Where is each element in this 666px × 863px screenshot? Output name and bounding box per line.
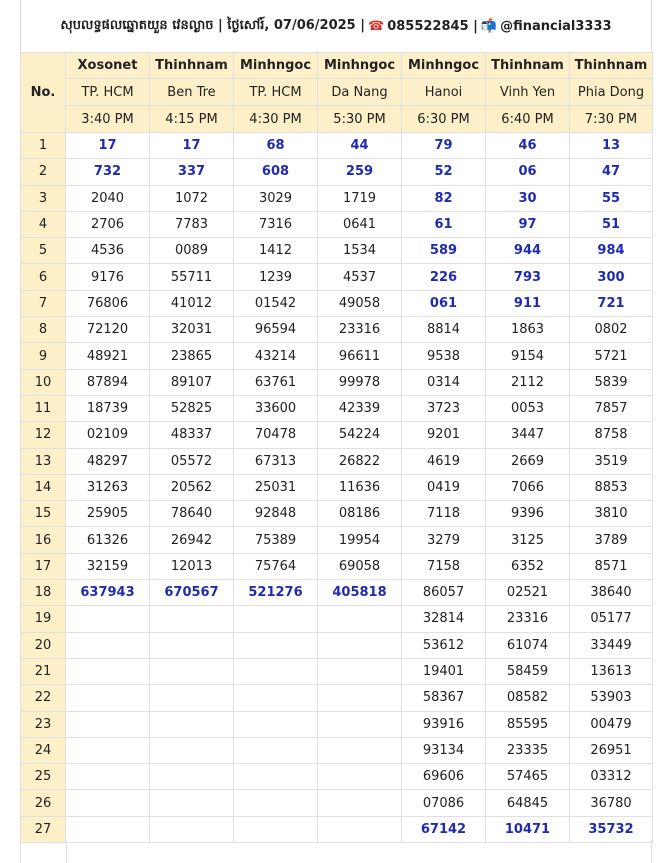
- result-cell: 3519: [570, 448, 653, 474]
- result-cell: 0314: [402, 369, 486, 395]
- result-cell: 99978: [318, 369, 402, 395]
- result-cell: 732: [66, 159, 150, 185]
- result-cell: 96611: [318, 343, 402, 369]
- result-cell: 82: [402, 185, 486, 211]
- result-cell: 23316: [318, 317, 402, 343]
- result-cell: [318, 658, 402, 684]
- result-cell: 9538: [402, 343, 486, 369]
- result-cell: 17: [150, 133, 234, 159]
- result-cell: [150, 816, 234, 842]
- column-header-place: Hanoi: [402, 79, 486, 106]
- result-cell: [66, 658, 150, 684]
- result-cell: 2112: [486, 369, 570, 395]
- row-number: 25: [21, 764, 66, 790]
- result-cell: 670567: [150, 580, 234, 606]
- result-cell: 061: [402, 290, 486, 316]
- result-cell: 52: [402, 159, 486, 185]
- result-cell: 48297: [66, 448, 150, 474]
- result-cell: [66, 606, 150, 632]
- result-cell: 0641: [318, 211, 402, 237]
- result-cell: 8571: [570, 553, 653, 579]
- result-cell: 1863: [486, 317, 570, 343]
- row-number: 6: [21, 264, 66, 290]
- result-cell: 20562: [150, 474, 234, 500]
- result-cell: 75389: [234, 527, 318, 553]
- result-cell: 67142: [402, 816, 486, 842]
- result-cell: 01542: [234, 290, 318, 316]
- result-cell: [150, 737, 234, 763]
- result-cell: 19954: [318, 527, 402, 553]
- row-number: 24: [21, 737, 66, 763]
- column-header-source: Xosonet: [66, 53, 150, 79]
- result-cell: 69058: [318, 553, 402, 579]
- result-cell: 300: [570, 264, 653, 290]
- result-cell: 23865: [150, 343, 234, 369]
- result-cell: 93134: [402, 737, 486, 763]
- result-cell: 32814: [402, 606, 486, 632]
- table-row: [21, 606, 653, 632]
- result-cell: 337: [150, 159, 234, 185]
- result-cell: [318, 632, 402, 658]
- result-cell: 05572: [150, 448, 234, 474]
- result-cell: 18739: [66, 395, 150, 421]
- row-number: 14: [21, 474, 66, 500]
- result-cell: 49058: [318, 290, 402, 316]
- result-cell: 19401: [402, 658, 486, 684]
- result-cell: 3723: [402, 395, 486, 421]
- row-number: 5: [21, 238, 66, 264]
- table-row: [21, 185, 653, 211]
- table-row: [21, 816, 653, 842]
- result-cell: 13: [570, 133, 653, 159]
- row-number: 3: [21, 185, 66, 211]
- mailbox-icon: 📬: [480, 18, 498, 34]
- result-cell: 17: [66, 133, 150, 159]
- result-cell: 58367: [402, 685, 486, 711]
- result-cell: 1719: [318, 185, 402, 211]
- result-cell: 3447: [486, 422, 570, 448]
- result-cell: 11636: [318, 474, 402, 500]
- column-header-place: Da Nang: [318, 79, 402, 106]
- result-cell: 4536: [66, 238, 150, 264]
- result-cell: 00479: [570, 711, 653, 737]
- result-cell: [234, 685, 318, 711]
- column-header-time: 7:30 PM: [570, 106, 653, 133]
- result-cell: 0802: [570, 317, 653, 343]
- column-header-time: 4:15 PM: [150, 106, 234, 133]
- table-row: [21, 369, 653, 395]
- result-cell: 52825: [150, 395, 234, 421]
- result-cell: 608: [234, 159, 318, 185]
- column-header-time: 6:30 PM: [402, 106, 486, 133]
- result-cell: 7118: [402, 501, 486, 527]
- result-cell: 1534: [318, 238, 402, 264]
- result-cell: [318, 816, 402, 842]
- result-cell: 911: [486, 290, 570, 316]
- page-title: [20, 0, 652, 52]
- result-cell: 405818: [318, 580, 402, 606]
- result-cell: 7316: [234, 211, 318, 237]
- result-cell: 0419: [402, 474, 486, 500]
- result-cell: [66, 764, 150, 790]
- result-cell: 89107: [150, 369, 234, 395]
- result-cell: 721: [570, 290, 653, 316]
- table-row: [21, 422, 653, 448]
- result-cell: [318, 606, 402, 632]
- result-cell: 521276: [234, 580, 318, 606]
- result-cell: 69606: [402, 764, 486, 790]
- row-number: 1: [21, 133, 66, 159]
- result-cell: 43214: [234, 343, 318, 369]
- table-row: [21, 737, 653, 763]
- column-header-source: Minhngoc: [234, 53, 318, 79]
- result-cell: 944: [486, 238, 570, 264]
- result-cell: 0089: [150, 238, 234, 264]
- result-cell: [150, 658, 234, 684]
- result-cell: [234, 737, 318, 763]
- result-cell: 259: [318, 159, 402, 185]
- result-cell: 07086: [402, 790, 486, 816]
- result-cell: 08582: [486, 685, 570, 711]
- table-row: [21, 317, 653, 343]
- table-row: [21, 501, 653, 527]
- result-cell: [66, 790, 150, 816]
- result-cell: 3789: [570, 527, 653, 553]
- result-cell: 96594: [234, 317, 318, 343]
- result-cell: [234, 790, 318, 816]
- result-cell: 13613: [570, 658, 653, 684]
- row-number: 19: [21, 606, 66, 632]
- result-cell: 9201: [402, 422, 486, 448]
- result-cell: 5839: [570, 369, 653, 395]
- table-row: [21, 159, 653, 185]
- result-cell: 6352: [486, 553, 570, 579]
- result-cell: 58459: [486, 658, 570, 684]
- row-number: 7: [21, 290, 66, 316]
- result-cell: 97: [486, 211, 570, 237]
- column-header-time: 5:30 PM: [318, 106, 402, 133]
- row-number: 15: [21, 501, 66, 527]
- result-cell: 53612: [402, 632, 486, 658]
- result-cell: 72120: [66, 317, 150, 343]
- column-header-place: Vinh Yen: [486, 79, 570, 106]
- column-header-place: Ben Tre: [150, 79, 234, 106]
- result-cell: 793: [486, 264, 570, 290]
- result-cell: 92848: [234, 501, 318, 527]
- row-number: 22: [21, 685, 66, 711]
- column-header-time: 3:40 PM: [66, 106, 150, 133]
- result-cell: [318, 764, 402, 790]
- column-header-place: Phia Dong: [570, 79, 653, 106]
- result-cell: 26942: [150, 527, 234, 553]
- result-cell: 984: [570, 238, 653, 264]
- column-header-no: No.: [21, 53, 66, 133]
- contact-handle: @financial3333: [500, 18, 612, 34]
- result-cell: 25905: [66, 501, 150, 527]
- table-row: [21, 264, 653, 290]
- result-cell: 9176: [66, 264, 150, 290]
- row-number: 26: [21, 790, 66, 816]
- result-cell: 226: [402, 264, 486, 290]
- result-cell: 47: [570, 159, 653, 185]
- result-cell: 48921: [66, 343, 150, 369]
- column-header-place: TP. HCM: [234, 79, 318, 106]
- result-cell: 9154: [486, 343, 570, 369]
- row-number: 13: [21, 448, 66, 474]
- result-cell: 589: [402, 238, 486, 264]
- result-cell: [66, 632, 150, 658]
- result-cell: 7857: [570, 395, 653, 421]
- result-cell: 5721: [570, 343, 653, 369]
- result-cell: 2040: [66, 185, 150, 211]
- table-row: [21, 395, 653, 421]
- result-cell: 7066: [486, 474, 570, 500]
- header-row-place: [21, 79, 653, 106]
- result-cell: [150, 711, 234, 737]
- result-cell: [66, 711, 150, 737]
- result-cell: 32031: [150, 317, 234, 343]
- row-number: 12: [21, 422, 66, 448]
- column-header-time: 6:40 PM: [486, 106, 570, 133]
- result-cell: 30: [486, 185, 570, 211]
- row-number: 16: [21, 527, 66, 553]
- result-cell: 0053: [486, 395, 570, 421]
- result-cell: 3029: [234, 185, 318, 211]
- row-number: 18: [21, 580, 66, 606]
- result-cell: 87894: [66, 369, 150, 395]
- result-cell: 64845: [486, 790, 570, 816]
- result-cell: 23335: [486, 737, 570, 763]
- result-cell: [66, 685, 150, 711]
- table-row: [21, 448, 653, 474]
- column-header-source: Minhngoc: [318, 53, 402, 79]
- row-number: 21: [21, 658, 66, 684]
- result-cell: 2669: [486, 448, 570, 474]
- table-row: [21, 343, 653, 369]
- result-cell: [234, 711, 318, 737]
- row-number: 2: [21, 159, 66, 185]
- row-number: 20: [21, 632, 66, 658]
- result-cell: 10471: [486, 816, 570, 842]
- result-cell: [66, 737, 150, 763]
- result-cell: 9396: [486, 501, 570, 527]
- telephone-icon: ☎: [368, 18, 385, 34]
- table-row: [21, 580, 653, 606]
- result-cell: [318, 711, 402, 737]
- result-cell: 7783: [150, 211, 234, 237]
- header-row-source: [21, 53, 653, 79]
- row-number: 4: [21, 211, 66, 237]
- column-header-source: Thinhnam: [570, 53, 653, 79]
- result-cell: 8814: [402, 317, 486, 343]
- table-row: [21, 658, 653, 684]
- result-cell: 1072: [150, 185, 234, 211]
- result-cell: [234, 764, 318, 790]
- result-cell: 08186: [318, 501, 402, 527]
- result-cell: 33600: [234, 395, 318, 421]
- result-cell: 36780: [570, 790, 653, 816]
- table-row: [21, 238, 653, 264]
- result-cell: [234, 606, 318, 632]
- result-cell: 67313: [234, 448, 318, 474]
- result-cell: 55: [570, 185, 653, 211]
- column-header-source: Thinhnam: [150, 53, 234, 79]
- row-number: 9: [21, 343, 66, 369]
- column-header-source: Minhngoc: [402, 53, 486, 79]
- result-cell: 48337: [150, 422, 234, 448]
- table-row: [21, 211, 653, 237]
- result-cell: 26951: [570, 737, 653, 763]
- row-number: 11: [21, 395, 66, 421]
- result-cell: 55711: [150, 264, 234, 290]
- result-cell: [234, 658, 318, 684]
- result-cell: 79: [402, 133, 486, 159]
- result-cell: 85595: [486, 711, 570, 737]
- result-cell: [234, 816, 318, 842]
- result-cell: 61326: [66, 527, 150, 553]
- result-cell: 03312: [570, 764, 653, 790]
- result-cell: 637943: [66, 580, 150, 606]
- result-cell: [234, 632, 318, 658]
- table-row: [21, 133, 653, 159]
- table-row: [21, 790, 653, 816]
- results-table: [20, 52, 653, 843]
- result-cell: [150, 685, 234, 711]
- table-row: [21, 474, 653, 500]
- result-cell: 38640: [570, 580, 653, 606]
- result-cell: [66, 816, 150, 842]
- result-cell: 06: [486, 159, 570, 185]
- result-cell: 31263: [66, 474, 150, 500]
- table-row: [21, 632, 653, 658]
- result-cell: 46: [486, 133, 570, 159]
- table-row: [21, 290, 653, 316]
- result-cell: 05177: [570, 606, 653, 632]
- result-cell: 86057: [402, 580, 486, 606]
- table-row: [21, 711, 653, 737]
- table-row: [21, 527, 653, 553]
- result-cell: 02109: [66, 422, 150, 448]
- result-cell: 51: [570, 211, 653, 237]
- result-cell: [318, 685, 402, 711]
- result-cell: 3810: [570, 501, 653, 527]
- result-cell: 57465: [486, 764, 570, 790]
- column-header-time: 4:30 PM: [234, 106, 318, 133]
- row-number: 27: [21, 816, 66, 842]
- row-number: 8: [21, 317, 66, 343]
- result-cell: 3125: [486, 527, 570, 553]
- row-number: 10: [21, 369, 66, 395]
- result-cell: 8758: [570, 422, 653, 448]
- header-row-time: [21, 106, 653, 133]
- result-cell: 63761: [234, 369, 318, 395]
- result-cell: [150, 606, 234, 632]
- result-cell: 61074: [486, 632, 570, 658]
- result-cell: [150, 764, 234, 790]
- result-cell: 53903: [570, 685, 653, 711]
- result-cell: 1239: [234, 264, 318, 290]
- column-header-source: Thinhnam: [486, 53, 570, 79]
- column-header-place: TP. HCM: [66, 79, 150, 106]
- result-cell: [318, 790, 402, 816]
- result-cell: [150, 790, 234, 816]
- row-number: 23: [21, 711, 66, 737]
- row-number: 17: [21, 553, 66, 579]
- result-cell: 41012: [150, 290, 234, 316]
- result-cell: 7158: [402, 553, 486, 579]
- result-cell: [318, 737, 402, 763]
- result-cell: 61: [402, 211, 486, 237]
- phone-number: 085522845 |: [387, 18, 478, 34]
- result-cell: 76806: [66, 290, 150, 316]
- result-cell: 4537: [318, 264, 402, 290]
- result-cell: 02521: [486, 580, 570, 606]
- result-cell: 3279: [402, 527, 486, 553]
- result-cell: 32159: [66, 553, 150, 579]
- empty-row: [20, 840, 652, 863]
- title-text: សុបលទ្ធផលឆ្នោតយួន វេនល្ងាច | ថ្ងៃសៅរ៍, 07/06/2025 |: [60, 17, 365, 33]
- result-cell: 70478: [234, 422, 318, 448]
- result-cell: 2706: [66, 211, 150, 237]
- table-row: [21, 685, 653, 711]
- result-cell: 78640: [150, 501, 234, 527]
- result-cell: 12013: [150, 553, 234, 579]
- table-row: [21, 764, 653, 790]
- result-cell: 42339: [318, 395, 402, 421]
- result-cell: 1412: [234, 238, 318, 264]
- result-cell: 25031: [234, 474, 318, 500]
- result-cell: [150, 632, 234, 658]
- result-cell: 35732: [570, 816, 653, 842]
- result-cell: 4619: [402, 448, 486, 474]
- result-cell: 23316: [486, 606, 570, 632]
- result-cell: 44: [318, 133, 402, 159]
- result-cell: 75764: [234, 553, 318, 579]
- result-cell: 33449: [570, 632, 653, 658]
- table-row: [21, 553, 653, 579]
- result-cell: 93916: [402, 711, 486, 737]
- result-cell: 54224: [318, 422, 402, 448]
- result-cell: 68: [234, 133, 318, 159]
- result-cell: 26822: [318, 448, 402, 474]
- result-cell: 8853: [570, 474, 653, 500]
